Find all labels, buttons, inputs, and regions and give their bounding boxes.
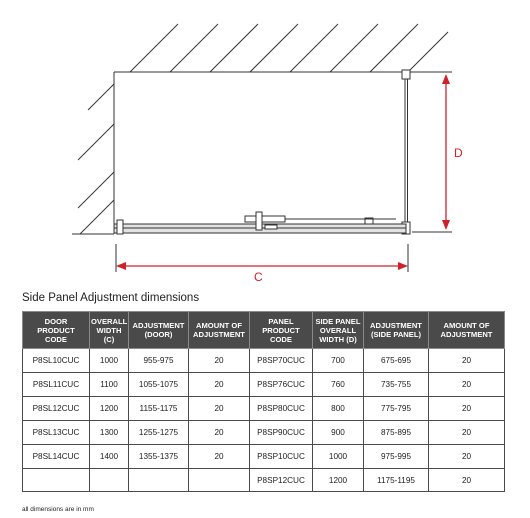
cell-side-panel-width: 1000 xyxy=(313,445,364,469)
cell-overall-width xyxy=(90,469,129,492)
cell-panel-code: P8SP70CUC xyxy=(250,349,313,373)
cell-side-panel-width: 900 xyxy=(313,421,364,445)
dimension-c-label: C xyxy=(254,270,263,284)
cell-panel-code: P8SP76CUC xyxy=(250,373,313,397)
cell-adjustment-door: 1155-1175 xyxy=(129,397,189,421)
table-caption: Side Panel Adjustment dimensions xyxy=(22,292,200,304)
cell-panel-code: P8SP10CUC xyxy=(250,445,313,469)
cell-overall-width: 1200 xyxy=(90,397,129,421)
header-amount-door: AMOUNT OF ADJUSTMENT xyxy=(189,312,250,349)
cell-amount-panel: 20 xyxy=(429,373,505,397)
table-row xyxy=(23,373,505,397)
table-row xyxy=(23,469,505,492)
table-row xyxy=(23,349,505,373)
cell-adjustment-door: 955-975 xyxy=(129,349,189,373)
side-panel xyxy=(402,70,410,234)
cell-amount-panel: 20 xyxy=(429,445,505,469)
cell-adjustment-panel: 775-795 xyxy=(364,397,429,421)
cell-door-code: P8SL10CUC xyxy=(23,349,90,373)
cell-panel-code: P8SP90CUC xyxy=(250,421,313,445)
door-track xyxy=(114,212,406,234)
cell-adjustment-door: 1255-1275 xyxy=(129,421,189,445)
cell-adjustment-panel: 735-755 xyxy=(364,373,429,397)
cell-adjustment-panel: 875-895 xyxy=(364,421,429,445)
adjustment-table xyxy=(22,311,505,492)
table-row xyxy=(23,421,505,445)
cell-amount-door: 20 xyxy=(189,421,250,445)
cell-amount-door: 20 xyxy=(189,349,250,373)
cell-door-code: P8SL11CUC xyxy=(23,373,90,397)
cell-door-code xyxy=(23,469,90,492)
cell-overall-width: 1000 xyxy=(90,349,129,373)
cell-amount-door: 20 xyxy=(189,397,250,421)
cell-door-code: P8SL12CUC xyxy=(23,397,90,421)
header-amount-panel: AMOUNT OF ADJUSTMENT xyxy=(429,312,505,349)
cell-amount-door: 20 xyxy=(189,373,250,397)
header-adjustment-door: ADJUSTMENT (DOOR) xyxy=(129,312,189,349)
cell-panel-code: P8SP12CUC xyxy=(250,469,313,492)
wall-hatching xyxy=(78,24,448,234)
cell-amount-panel: 20 xyxy=(429,397,505,421)
cell-side-panel-width: 760 xyxy=(313,373,364,397)
cell-amount-door xyxy=(189,469,250,492)
dimension-d xyxy=(412,72,463,232)
cell-adjustment-panel: 1175-1195 xyxy=(364,469,429,492)
cell-side-panel-width: 800 xyxy=(313,397,364,421)
cell-amount-panel: 20 xyxy=(429,421,505,445)
header-adjustment-panel: ADJUSTMENT (SIDE PANEL) xyxy=(364,312,429,349)
header-panel-code: PANEL PRODUCT CODE xyxy=(250,312,313,349)
cell-amount-panel: 20 xyxy=(429,349,505,373)
cell-overall-width: 1100 xyxy=(90,373,129,397)
footnote: all dimensions are in mm xyxy=(22,506,94,513)
header-door-code: DOOR PRODUCT CODE xyxy=(23,312,90,349)
cell-adjustment-door: 1055-1075 xyxy=(129,373,189,397)
dimension-d-label: D xyxy=(454,146,463,160)
cell-side-panel-width: 700 xyxy=(313,349,364,373)
header-side-panel-width: SIDE PANEL OVERALL WIDTH (D) xyxy=(313,312,364,349)
cell-overall-width: 1300 xyxy=(90,421,129,445)
wall-outline xyxy=(72,72,448,234)
cell-overall-width: 1400 xyxy=(90,445,129,469)
table-row xyxy=(23,445,505,469)
header-overall-width: OVERALL WIDTH (C) xyxy=(90,312,129,349)
cell-adjustment-panel: 675-695 xyxy=(364,349,429,373)
dimension-c xyxy=(116,244,408,284)
cell-door-code: P8SL14CUC xyxy=(23,445,90,469)
cell-adjustment-panel: 975-995 xyxy=(364,445,429,469)
cell-panel-code: P8SP80CUC xyxy=(250,397,313,421)
cell-door-code: P8SL13CUC xyxy=(23,421,90,445)
cell-adjustment-door xyxy=(129,469,189,492)
cell-amount-door: 20 xyxy=(189,445,250,469)
cell-side-panel-width: 1200 xyxy=(313,469,364,492)
cell-amount-panel: 20 xyxy=(429,469,505,492)
table-row xyxy=(23,397,505,421)
table-header-row xyxy=(23,312,505,349)
cell-adjustment-door: 1355-1375 xyxy=(129,445,189,469)
